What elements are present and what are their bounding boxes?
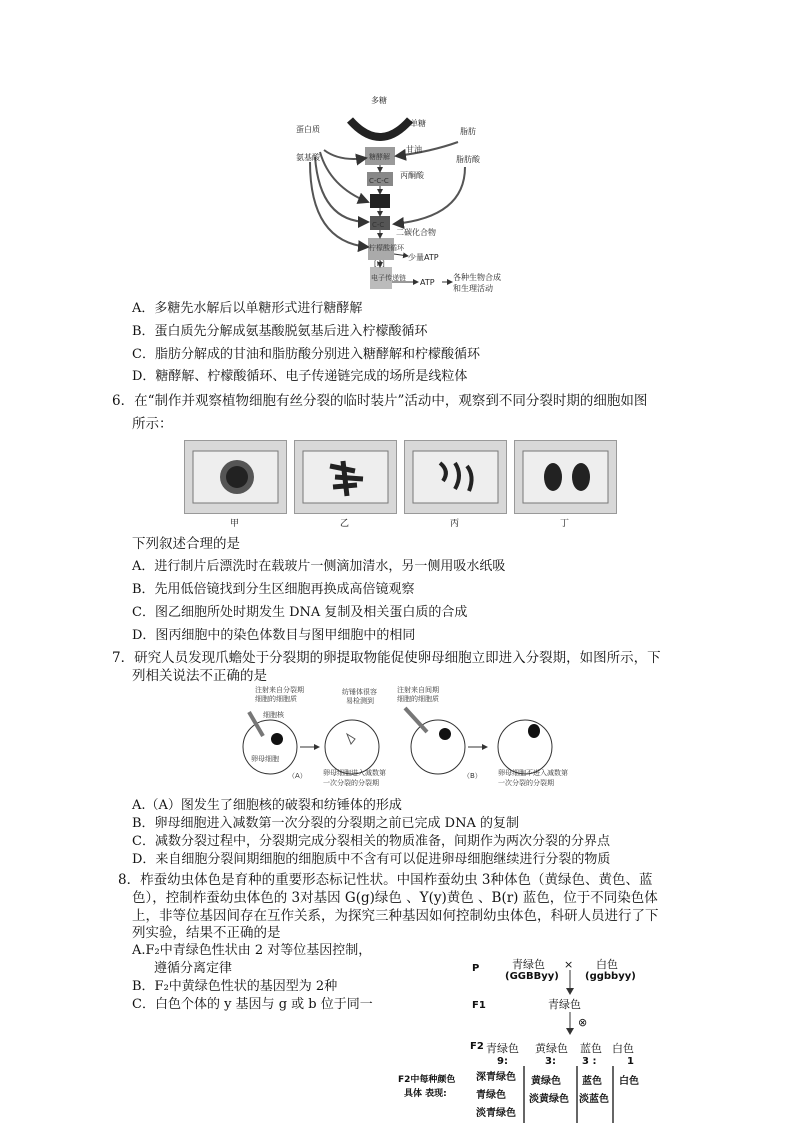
label-c2: C-C [372, 221, 385, 229]
ratio-3: 3 : [582, 1056, 597, 1067]
f2-phenotype-4: 白色 [612, 1042, 634, 1055]
detail-col2-1: 黄绿色 [531, 1076, 561, 1087]
q8-option-a-cont: 遵循分离定律 [154, 961, 233, 976]
caption-yi: 乙 [340, 519, 350, 529]
q6-option-c: C．图乙细胞所处时期发生 DNA 复制及相关蛋白质的合成 [132, 605, 468, 620]
result-b-line2: 一次分裂的分裂期 [498, 779, 554, 787]
label-c3: C-C-C [369, 177, 389, 185]
q8-option-c: C．白色个体的 y 基因与 g 或 b 位于同一 [132, 997, 373, 1012]
label-two-carbon: 二碳化合物 [396, 228, 436, 237]
q7-stem-2: 列相关说法不正确的是 [132, 668, 267, 684]
detail-col1-3: 淡青绿色 [476, 1108, 516, 1119]
oocyte-label: 卵母细胞 [251, 755, 279, 763]
caption-ding: 丁 [560, 519, 570, 529]
cell-photo-ding [514, 440, 617, 514]
label-glycolysis: 糖酵解 [369, 153, 390, 161]
label-glycerol: 甘油 [406, 145, 422, 154]
q8-stem-4: 列实验，结果不正确的是 [132, 925, 281, 941]
f1-phenotype: 青绿色 [548, 998, 581, 1011]
result-a-line1: 卵母细胞进入减数第 [323, 769, 386, 777]
label-monosaccharide: 单糖 [410, 119, 426, 128]
parent1-phenotype: 青绿色 [512, 958, 545, 971]
detail-label-2: 具体 表现: [404, 1089, 447, 1099]
caption-jia: 甲 [230, 519, 240, 529]
q7-option-c: C．减数分裂过程中，分裂期完成分裂相关的物质准备，间期作为两次分裂的分界点 [132, 834, 610, 849]
metabolism-diagram [290, 92, 510, 297]
cell-photo-jia [184, 440, 287, 514]
result-a-line2: 一次分裂的分裂期 [323, 779, 379, 787]
q6-prompt: 下列叙述合理的是 [132, 536, 240, 552]
q8-stem-2: 色），控制柞蚕幼虫体色的 3对基因 G(g)绿色 、Y(y)黄色 、B(r) 蓝色，位于不同染色体 [132, 890, 658, 906]
q6-stem-2: 所示： [132, 416, 173, 432]
label-a: （A） [288, 772, 307, 780]
q5-option-b: B．蛋白质先分解成氨基酸脱氨基后进入柠檬酸循环 [132, 324, 428, 339]
q5-option-d: D．糖酵解、柠檬酸循环、电子传递链完成的场所是线粒体 [132, 369, 468, 384]
q6-option-d: D．图丙细胞中的染色体数目与图甲细胞中的相同 [132, 628, 416, 643]
label-protein: 蛋白质 [296, 125, 320, 134]
q7-option-d: D．来自细胞分裂间期细胞的细胞质中不含有可以促进卵母细胞继续进行分裂的物质 [132, 852, 611, 867]
label-fat: 脂肪 [460, 127, 476, 136]
f2-phenotype-1: 青绿色 [486, 1042, 519, 1055]
label-atp: ATP [420, 278, 435, 287]
detail-col1-1: 深青绿色 [476, 1072, 516, 1083]
label-pyruvate: 丙酮酸 [400, 171, 424, 180]
cell-photo-bing [404, 440, 507, 514]
parent2-genotype: (ggbbyy) [585, 971, 636, 982]
label-etc: 电子传递链 [371, 274, 406, 282]
parent2-phenotype: 白色 [596, 958, 618, 971]
q5-option-a: A．多糖先水解后以单糖形式进行糖酵解 [132, 301, 363, 316]
f2-phenotype-2: 黄绿色 [535, 1042, 568, 1055]
q7-option-b: B．卵母细胞进入减数第一次分裂的分裂期之前已完成 DNA 的复制 [132, 816, 520, 831]
nucleus-label: 细胞核 [263, 711, 284, 719]
spindle-line2: 易检测到 [346, 697, 374, 705]
label-small-atp: 少量ATP [408, 253, 439, 262]
q6-option-a: A．进行制片后漂洗时在载玻片一侧滴加清水，另一侧用吸水纸吸 [132, 559, 506, 574]
inject-a-line2: 细胞的细胞质 [255, 695, 297, 703]
q7-option-a: A.（A）图发生了细胞核的破裂和纺锤体的形成 [132, 798, 402, 813]
inject-a-line1: 注射来自分裂期 [255, 686, 304, 694]
result-b-line1: 卵母细胞不进入减数第 [498, 769, 568, 777]
label-fatty-acid: 脂肪酸 [456, 155, 480, 164]
spindle-line1: 纺锤体很容 [342, 688, 377, 696]
label-h: [H] [374, 260, 385, 268]
label-amino-acid: 氨基酸 [296, 153, 320, 162]
detail-col4-1: 白色 [619, 1076, 639, 1087]
cross-sign: × [564, 958, 574, 971]
label-life-activity: 和生理活动 [453, 284, 493, 293]
q8-option-b: B．F₂中黄绿色性状的基因型为 2种 [132, 979, 338, 994]
label-b: （B） [463, 772, 482, 780]
detail-col3-1: 蓝色 [582, 1076, 602, 1087]
gen-p: P [472, 963, 480, 974]
inject-b-line1: 注射来自间期 [397, 686, 439, 694]
q7-stem-1: 7．研究人员发现爪蟾处于分裂期的卵提取物能促使卵母细胞立即进入分裂期，如图所示，下 [112, 650, 661, 666]
detail-label-1: F2中每种颜色 [398, 1075, 456, 1085]
q5-option-c: C．脂肪分解成的甘油和脂肪酸分别进入糖酵解和柠檬酸循环 [132, 347, 480, 362]
caption-bing: 丙 [450, 519, 460, 529]
q8-stem-1: 8．柞蚕幼虫体色是育种的重要形态标记性状。中国柞蚕幼虫 3种体色（黄绿色、黄色、蓝 [118, 872, 653, 888]
detail-col1-2: 青绿色 [476, 1090, 506, 1101]
q8-stem-3: 上，非等位基因间存在互作关系，为探究三种基因如何控制幼虫体色，科研人员进行了下 [132, 908, 659, 924]
inject-b-line2: 细胞的细胞质 [397, 695, 439, 703]
q6-option-b: B．先用低倍镜找到分生区细胞再换成高倍镜观察 [132, 582, 415, 597]
parent1-genotype: (GGBByy) [505, 971, 559, 982]
ratio-4: 1 [627, 1056, 634, 1067]
oocyte-diagram [235, 684, 575, 796]
label-tca: 柠檬酸循环 [369, 244, 404, 252]
detail-col2-2: 淡黄绿色 [529, 1094, 569, 1105]
gen-f2: F2 [470, 1041, 484, 1052]
selfing-symbol: ⊗ [578, 1016, 588, 1029]
detail-col3-2: 淡蓝色 [579, 1094, 609, 1105]
label-polysaccharide: 多糖 [371, 96, 387, 105]
cell-photo-yi [294, 440, 397, 514]
ratio-1: 9: [497, 1056, 508, 1067]
label-synthesis: 各种生物合成 [453, 273, 501, 282]
f2-phenotype-3: 蓝色 [580, 1042, 602, 1055]
gen-f1: F1 [472, 1000, 486, 1011]
ratio-2: 3: [545, 1056, 556, 1067]
q6-stem-1: 6．在“制作并观察植物细胞有丝分裂的临时装片”活动中，观察到不同分裂时期的细胞如图 [112, 393, 648, 409]
q8-option-a: A.F₂中青绿色性状由 2 对等位基因控制， [132, 943, 372, 958]
